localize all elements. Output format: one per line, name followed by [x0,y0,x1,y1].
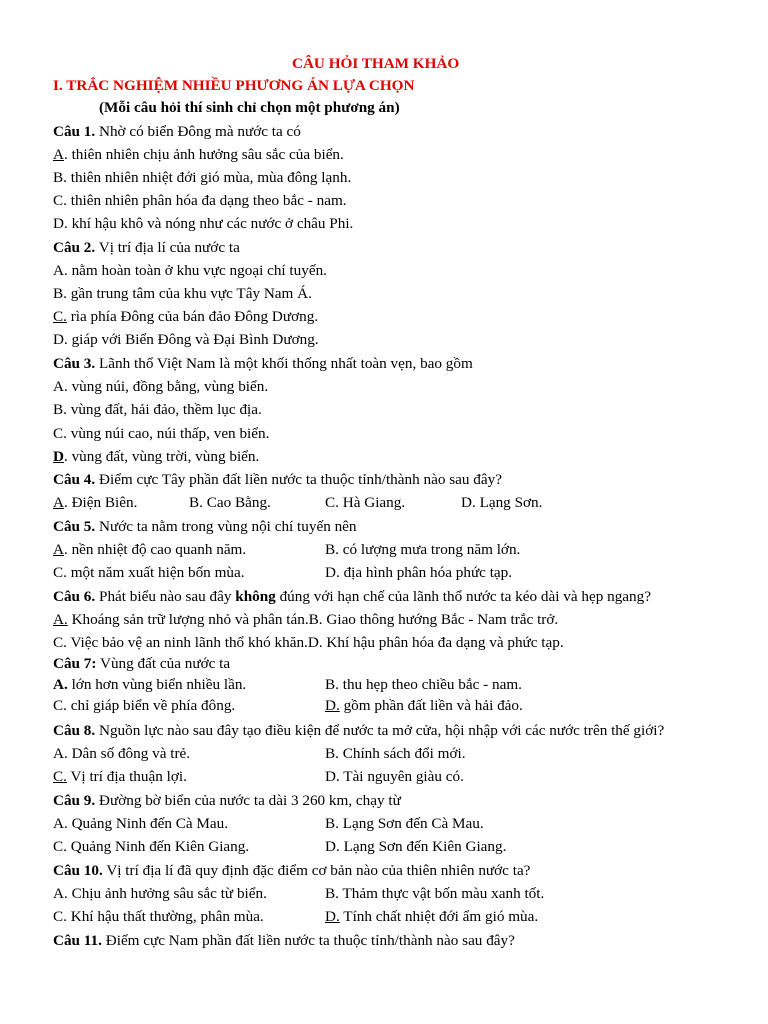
question-7-option-d: D. gồm phần đất liền và hải đảo. [325,697,523,714]
question-1-option-b: B. thiên nhiên nhiệt đới gió mùa, mùa đông lạnh. [53,169,352,186]
question-8-option-b: B. Chính sách đổi mới. [325,745,466,762]
instruction-text: (Mỗi câu hỏi thí sinh chỉ chọn một phương án) [99,99,400,116]
question-4-option-d: D. Lạng Sơn. [461,494,543,511]
question-2-stem: Câu 2. Vị trí địa lí của nước ta [53,239,240,256]
question-1-option-d: D. khí hậu khô và nóng như các nước ở châu Phi. [53,215,354,232]
question-3-option-c: C. vùng núi cao, núi thấp, ven biển. [53,425,270,442]
question-10-option-a: A. Chịu ảnh hưởng sâu sắc từ biển. [53,885,267,902]
question-10-option-d: D. Tính chất nhiệt đới ẩm gió mùa. [325,908,539,925]
question-2-option-b: B. gần trung tâm của khu vực Tây Nam Á. [53,285,312,302]
question-3-option-a: A. vùng núi, đồng bằng, vùng biển. [53,378,269,395]
question-6-options-cd: C. Việc bảo vệ an ninh lãnh thổ khó khăn.D. Khí hậu phân hóa đa dạng và phức tạp. [53,634,564,651]
question-6-options-ab: A. Khoáng sản trữ lượng nhỏ và phân tán.B. Giao thông hướng Bắc - Nam trắc trở. [53,611,559,628]
document-title: CÂU HỎI THAM KHẢO [292,55,460,72]
question-11-stem: Câu 11. Điểm cực Nam phần đất liền nước ta thuộc tỉnh/thành nào sau đây? [53,932,515,949]
question-4-option-b: B. Cao Bằng. [189,494,271,511]
question-8-option-a: A. Dân số đông và trẻ. [53,745,191,762]
question-9-option-d: D. Lạng Sơn đến Kiên Giang. [325,838,507,855]
question-10-stem: Câu 10. Vị trí địa lí đã quy định đặc điểm cơ bản nào của thiên nhiên nước ta? [53,862,531,879]
question-9-option-a: A. Quảng Ninh đến Cà Mau. [53,815,229,832]
question-1-stem: Câu 1. Nhờ có biển Đông mà nước ta có [53,123,301,140]
question-2-option-d: D. giáp với Biển Đông và Đại Bình Dương. [53,331,319,348]
question-1-option-c: C. thiên nhiên phân hóa đa dạng theo bắc - nam. [53,192,347,209]
question-5-option-d: D. địa hình phân hóa phức tạp. [325,564,513,581]
question-4-option-c: C. Hà Giang. [325,494,406,511]
question-5-stem: Câu 5. Nước ta nằm trong vùng nội chí tuyến nên [53,518,357,535]
question-8-option-d: D. Tài nguyên giàu có. [325,768,464,785]
question-9-option-b: B. Lạng Sơn đến Cà Mau. [325,815,484,832]
question-4-stem: Câu 4. Điểm cực Tây phần đất liền nước ta thuộc tỉnh/thành nào sau đây? [53,471,502,488]
question-3-stem: Câu 3. Lãnh thổ Việt Nam là một khối thống nhất toàn vẹn, bao gồm [53,355,473,372]
question-8-stem: Câu 8. Nguồn lực nào sau đây tạo điều kiện để nước ta mở cửa, hội nhập với các nước trên thế giới? [53,722,665,739]
question-6-stem: Câu 6. Phát biểu nào sau đây không đúng với hạn chế của lãnh thổ nước ta kéo dài và hẹp ngang? [53,588,651,605]
question-7-stem: Câu 7: Vùng đất của nước ta [53,655,231,672]
question-1-option-a: A. thiên nhiên chịu ảnh hưởng sâu sắc của biển. [53,146,344,163]
question-7-option-a: A. lớn hơn vùng biển nhiều lần. [53,676,247,693]
question-9-option-c: C. Quảng Ninh đến Kiên Giang. [53,838,250,855]
question-8-option-c: C. Vị trí địa thuận lợi. [53,768,187,785]
question-3-option-b: B. vùng đất, hải đảo, thềm lục địa. [53,401,262,418]
question-10-option-c: C. Khí hậu thất thường, phân mùa. [53,908,264,925]
question-3-option-d: D. vùng đất, vùng trời, vùng biển. [53,448,260,465]
question-7-option-b: B. thu hẹp theo chiều bắc - nam. [325,676,522,693]
question-5-option-c: C. một năm xuất hiện bốn mùa. [53,564,245,581]
question-2-option-a: A. nằm hoàn toàn ở khu vực ngoại chí tuyến. [53,262,327,279]
question-5-option-b: B. có lượng mưa trong năm lớn. [325,541,521,558]
question-10-option-b: B. Thảm thực vật bốn màu xanh tốt. [325,885,545,902]
section-heading: I. TRẮC NGHIỆM NHIỀU PHƯƠNG ÁN LỰA CHỌN [53,77,415,94]
question-4-option-a: A. Điện Biên. [53,494,138,511]
question-7-option-c: C. chỉ giáp biển về phía đông. [53,697,236,714]
question-5-option-a: A. nền nhiệt độ cao quanh năm. [53,541,247,558]
question-2-option-c: C. rìa phía Đông của bán đảo Đông Dương. [53,308,319,325]
question-9-stem: Câu 9. Đường bờ biển của nước ta dài 3 260 km, chạy từ [53,792,401,809]
